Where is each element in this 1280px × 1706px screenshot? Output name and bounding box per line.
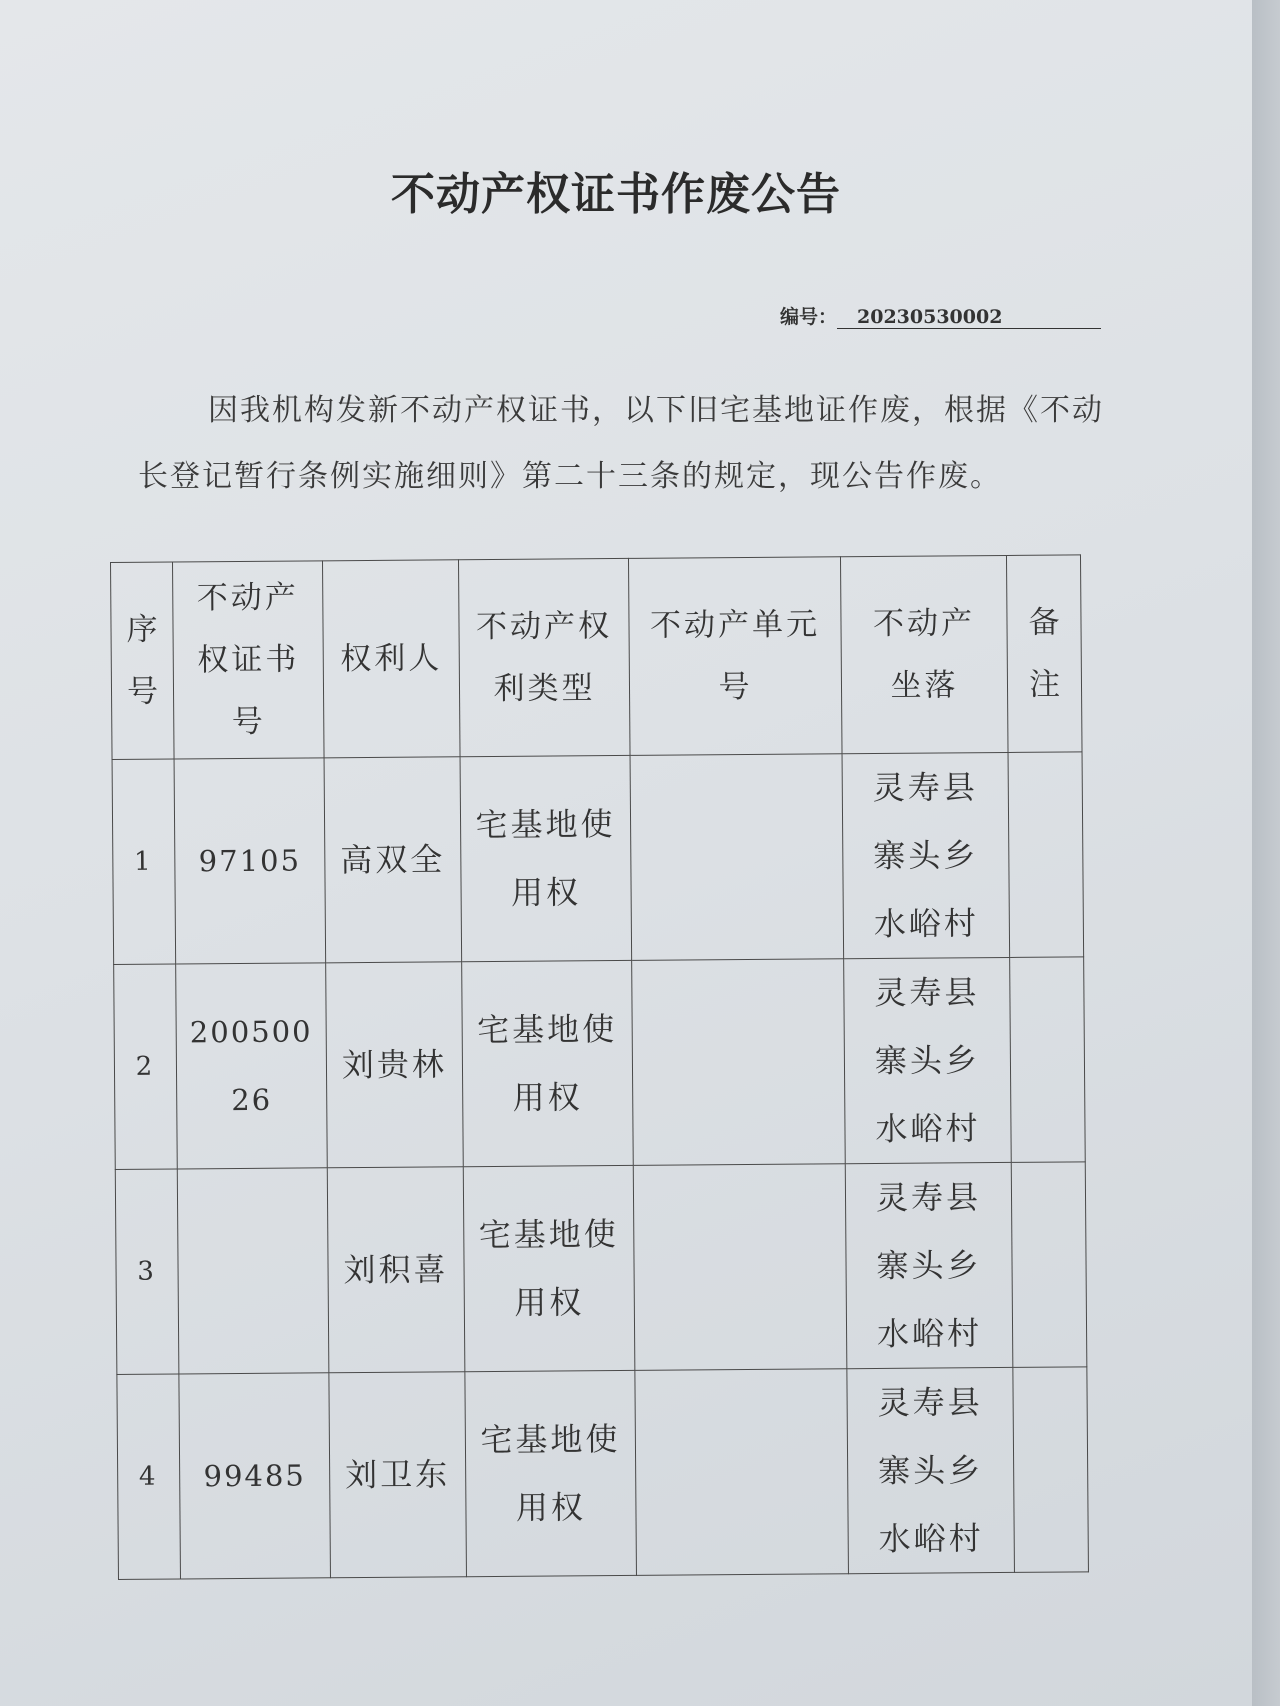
header-unit-no: 不动产单元号	[628, 557, 842, 756]
cell-right-type: 宅基地使用权	[463, 1165, 635, 1371]
announcement-table-wrapper	[110, 554, 1089, 1580]
cell-holder: 刘贵林	[326, 962, 464, 1168]
header-remark: 备注	[1006, 555, 1082, 753]
cell-right-type: 宅基地使用权	[460, 755, 632, 961]
cell-location: 灵寿县寨头乡水峪村	[845, 1162, 1013, 1368]
cell-cert-no: 99485	[179, 1373, 331, 1579]
cell-location: 灵寿县寨头乡水峪村	[847, 1367, 1015, 1573]
cell-remark	[1011, 1162, 1087, 1368]
cell-right-type: 宅基地使用权	[465, 1370, 637, 1576]
cell-remark	[1010, 957, 1086, 1163]
table-row	[115, 1162, 1087, 1375]
table-row	[112, 752, 1084, 965]
cell-unit-no	[632, 959, 846, 1166]
intro-paragraph: 因我机构发新不动产权证书，以下旧宅基地证作废，根据《不动长登记暂行条例实施细则》第二十三条的规定，现公告作废。	[138, 393, 1104, 494]
document-number-value: 20230530002	[837, 306, 1101, 329]
cell-location: 灵寿县寨头乡水峪村	[842, 752, 1010, 958]
header-location: 不动产坐落	[840, 555, 1008, 753]
cell-remark	[1013, 1367, 1089, 1573]
header-cert-no: 不动产权证书号	[173, 561, 325, 759]
cell-seq: 1	[112, 759, 176, 964]
document-number	[780, 302, 1101, 329]
cell-seq: 4	[117, 1374, 181, 1579]
header-right-type: 不动产权利类型	[458, 558, 630, 756]
page-edge-shadow	[1252, 0, 1280, 1706]
cell-unit-no	[635, 1369, 849, 1576]
cell-right-type: 宅基地使用权	[462, 960, 634, 1166]
cell-unit-no	[630, 754, 844, 961]
cell-holder: 高双全	[324, 757, 462, 963]
cell-seq: 2	[114, 964, 178, 1169]
cell-cert-no: 97105	[174, 758, 326, 964]
header-holder: 权利人	[322, 560, 460, 758]
cell-cert-no	[177, 1168, 329, 1374]
cell-seq: 3	[115, 1169, 179, 1374]
cell-location: 灵寿县寨头乡水峪村	[844, 957, 1012, 1163]
page-title: 不动产权证书作废公告	[391, 169, 841, 220]
cell-cert-no: 20050026	[176, 963, 328, 1169]
document-number-label: 编号：	[780, 306, 838, 328]
cell-remark	[1008, 752, 1084, 958]
table-header-row	[111, 555, 1083, 760]
header-seq: 序号	[111, 562, 175, 759]
cell-holder: 刘积喜	[327, 1167, 465, 1373]
cell-holder: 刘卫东	[329, 1372, 467, 1578]
table-row	[117, 1367, 1089, 1580]
announcement-table	[110, 554, 1089, 1580]
table-row	[114, 957, 1086, 1170]
cell-unit-no	[633, 1164, 847, 1371]
